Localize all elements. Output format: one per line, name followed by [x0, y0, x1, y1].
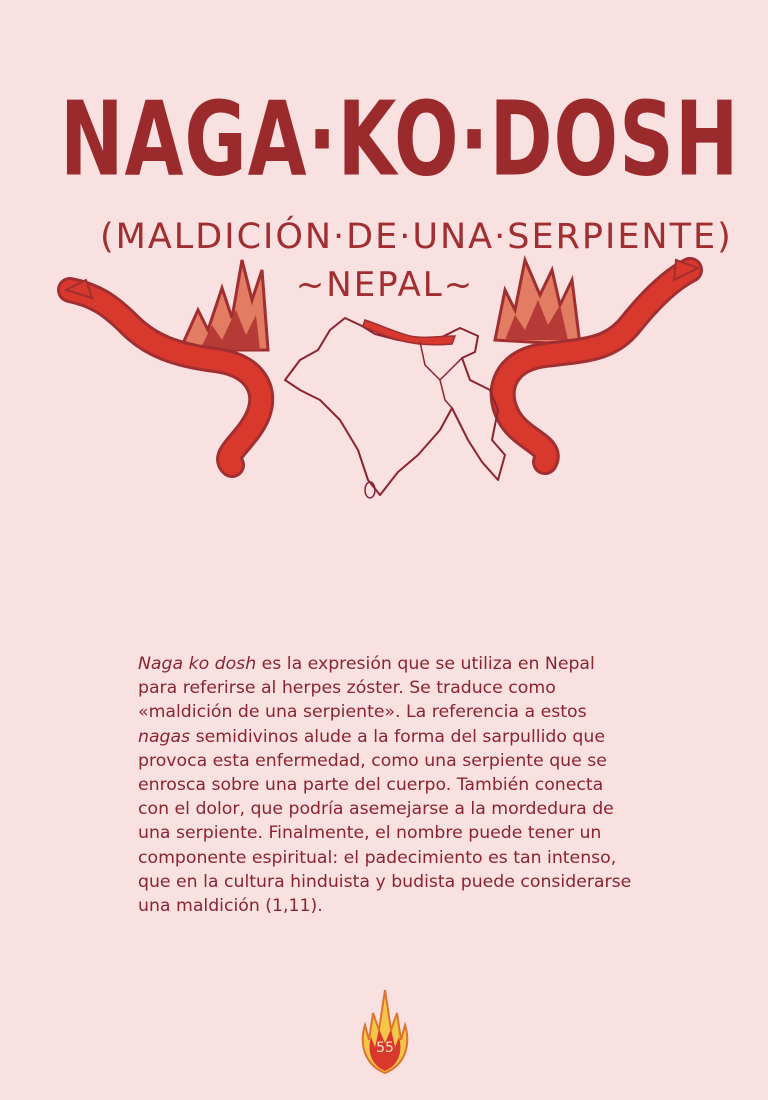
illustration [0, 240, 768, 510]
nepal-region [363, 320, 455, 345]
paragraph-text [138, 652, 636, 918]
flame-icon [355, 985, 415, 1075]
paragraph-part-1: es la expresión que se utiliza en Nepal para referirse al herpes zóster. Se traduce como «maldición de una serpiente». La referencia a estos [138, 654, 595, 723]
body-paragraph [138, 652, 636, 918]
term-italic: Naga ko dosh [138, 654, 257, 674]
left-snake-illustration [66, 280, 261, 465]
page-footer [355, 985, 415, 1075]
left-flame-illustration [180, 260, 268, 350]
page-subtitle: (MALDICIÓN·DE·UNA·SERPIENTE) [100, 217, 733, 257]
right-flame-illustration [495, 260, 580, 345]
nagas-italic: nagas [138, 726, 191, 747]
page-title: NAGA·KO·DOSH [60, 78, 740, 199]
map-illustration [285, 318, 505, 498]
country-label: ~NEPAL~ [295, 265, 475, 305]
page-number: 55 [376, 1040, 394, 1056]
paragraph-part-2: semidivinos alude a la forma del sarpullido que provoca esta enfermedad, como una serpiente que se enrosca sobre una parte del cuerpo. También conecta con el dolor, que podría asemejarse a la mordedura de una serpiente. Finalmente, el nombre puede tener un componente espiritual: el padecimiento es tan intenso, que en la cultura hinduista y budista puede considerarse una maldición (1,11). [138, 726, 632, 917]
